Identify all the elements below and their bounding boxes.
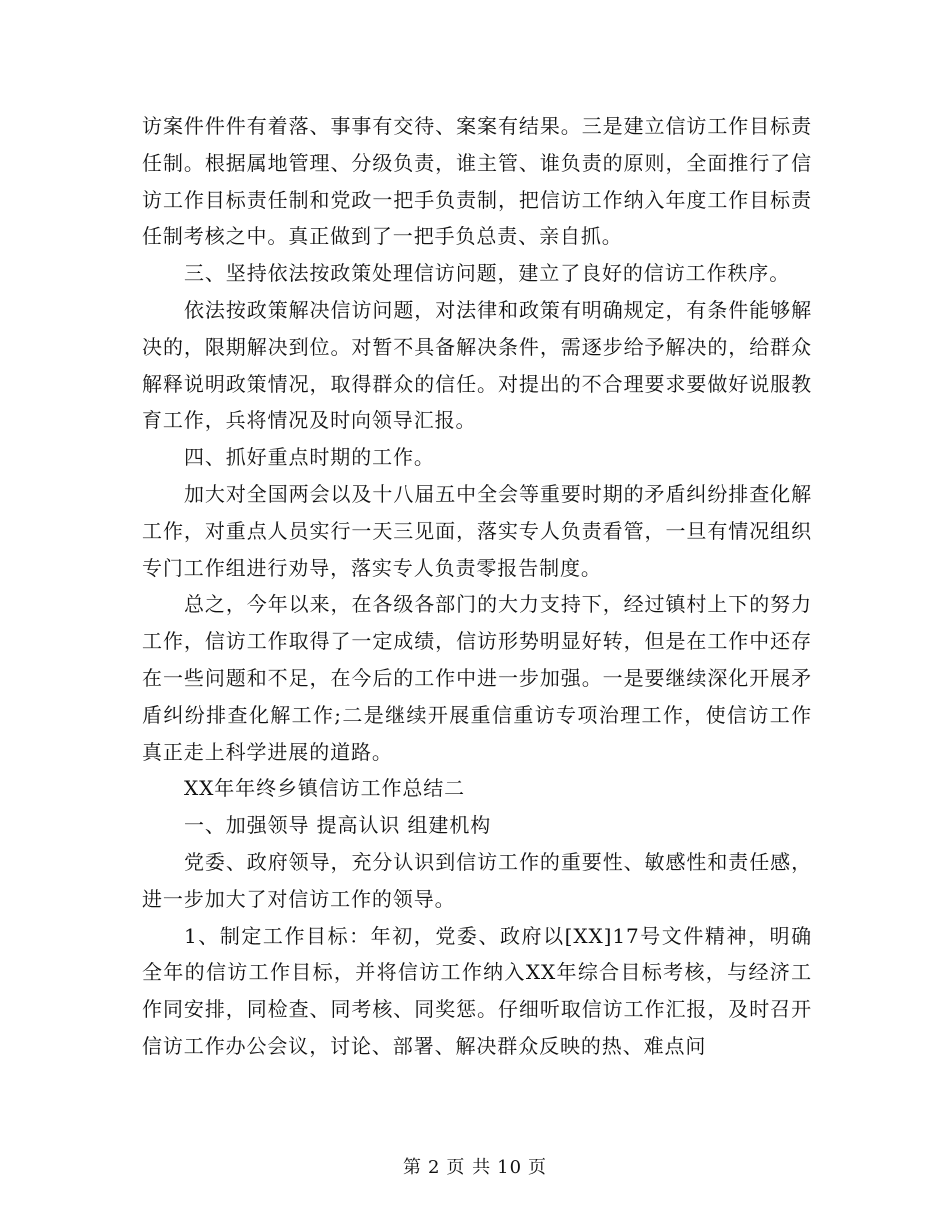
paragraph-10: 1、制定工作目标：年初，党委、政府以[XX]17号文件精神，明确全年的信访工作目标，并将信访工作纳入XX年综合目标考核，与经济工作同安排，同检查、同考核、同奖惩。仔细听取信访工作汇报，及时召开信访工作办公会议，讨论、部署、解决群众反映的热、难点问 [142, 923, 812, 1058]
paragraph-7-title: XX年年终乡镇信访工作总结二 [184, 776, 466, 801]
paragraph-1: 访案件件件有着落、事事有交待、案案有结果。三是建立信访工作目标责任制。根据属地管理、分级负责，谁主管、谁负责的原则，全面推行了信访工作目标责任制和党政一把手负责制，把信访工作纳入年度工作目标责任制考核之中。真正做到了一把手负总责、亲自抓。 [142, 114, 812, 249]
footer-total-pages: 10 [497, 1157, 523, 1178]
paragraph-6: 总之，今年以来，在各级各部门的大力支持下，经过镇村上下的努力工作，信访工作取得了一定成绩，信访形势明显好转，但是在工作中还存在一些问题和不足，在今后的工作中进一步加强。一是要继续深化开展矛盾纠纷排查化解工作;二是继续开展重信重访专项治理工作，使信访工作真正走上科学进展的道路。 [142, 592, 812, 764]
footer-prefix: 第 [402, 1157, 422, 1178]
paragraph-8-heading: 一、加强领导 提高认识 组建机构 [184, 813, 492, 838]
paragraph-3: 依法按政策解决信访问题，对法律和政策有明确规定，有条件能够解决的，限期解决到位。对暂不具备解决条件，需逐步给予解决的，给群众解释说明政策情况，取得群众的信任。对提出的不合理要求要做好说服教育工作，兵将情况及时向领导汇报。 [142, 297, 812, 433]
paragraph-2-heading: 三、坚持依法按政策处理信访问题，建立了良好的信访工作秩序。 [184, 261, 791, 286]
footer-page-number: 2 [427, 1157, 441, 1178]
document-body [142, 108, 812, 1065]
footer-middle: 页 共 [446, 1157, 492, 1178]
paragraph-9: 党委、政府领导，充分认识到信访工作的重要性、敏感性和责任感，进一步加大了对信访工作的领导。 [142, 849, 812, 911]
footer-suffix: 页 [528, 1157, 548, 1178]
paragraph-4-heading: 四、抓好重点时期的工作。 [184, 445, 435, 470]
page-footer [0, 1153, 950, 1179]
paragraph-5: 加大对全国两会以及十八届五中全会等重要时期的矛盾纠纷排查化解工作，对重点人员实行一天三见面，落实专人负责看管，一旦有情况组织专门工作组进行劝导，落实专人负责零报告制度。 [142, 481, 812, 580]
